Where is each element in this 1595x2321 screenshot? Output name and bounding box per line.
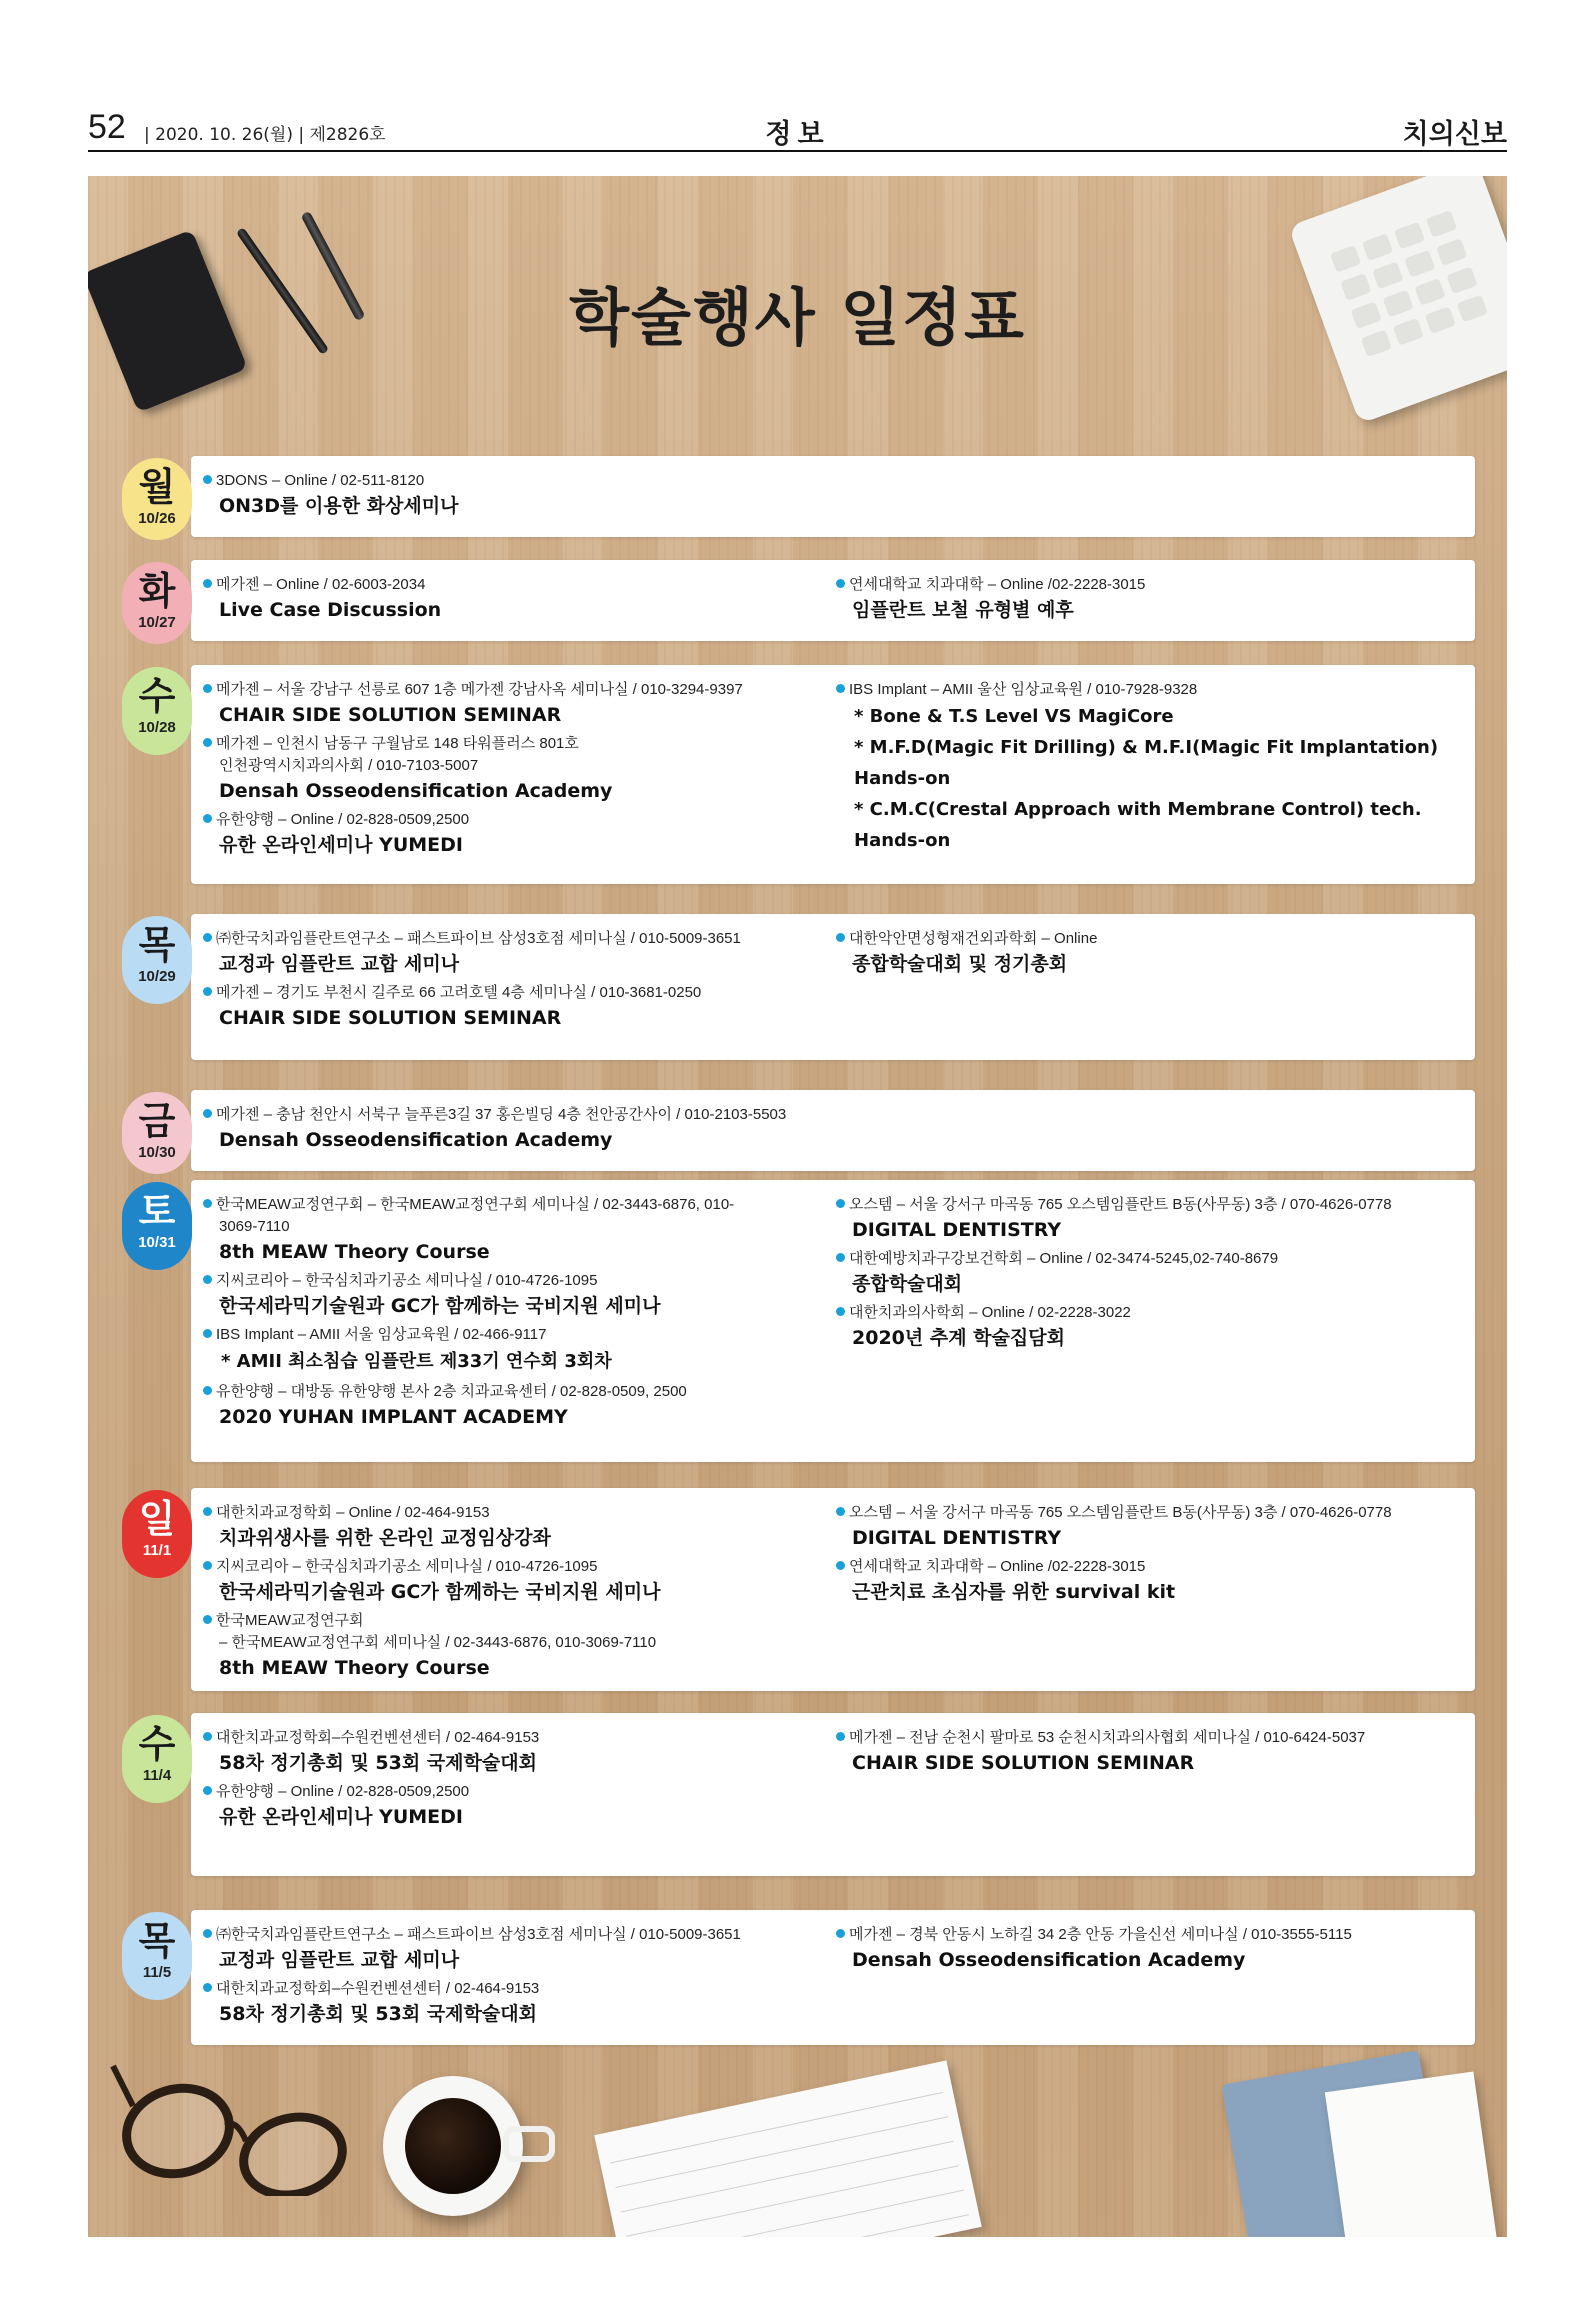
bullet-dot-icon (836, 1561, 845, 1570)
bullet-dot-icon (836, 1732, 845, 1741)
event-info (836, 1302, 1486, 1324)
day-row (88, 1713, 1507, 1876)
event-title: 58차 정기총회 및 53회 국제학술대회 (219, 1752, 537, 1774)
event-info (203, 1727, 813, 1749)
day-card (191, 914, 1475, 1060)
bullet-dot-icon (203, 1929, 212, 1938)
event-item (203, 982, 813, 1032)
bullet-dot-icon (203, 738, 212, 747)
event-title: 2020 YUHAN IMPLANT ACADEMY (219, 1406, 568, 1428)
event-item (203, 1556, 813, 1606)
event-info (203, 733, 813, 755)
event-info (836, 1727, 1486, 1749)
event-organizer: 연세대학교 치과대학 – Online /02-2228-3015 (849, 576, 1146, 593)
event-info (836, 928, 1486, 950)
event-title: CHAIR SIDE SOLUTION SEMINAR (219, 1007, 562, 1029)
bullet-dot-icon (203, 1786, 212, 1795)
event-title: 8th MEAW Theory Course (219, 1657, 490, 1679)
event-title: Densah Osseodensification Academy (852, 1949, 1246, 1971)
bullet-dot-icon (203, 987, 212, 996)
event-item (203, 1104, 813, 1154)
day-name: 일 (138, 1497, 176, 1541)
bullet-dot-icon (203, 1275, 212, 1284)
event-title: Live Case Discussion (219, 599, 442, 621)
event-organizer: 메가젠 – 충남 천안시 서북구 늘푸른3길 37 홍은빌딩 4층 천안공간사이 / 010-2103-5503 (216, 1106, 787, 1123)
day-name: 목 (138, 923, 176, 967)
day-name: 화 (138, 569, 176, 613)
event-item (836, 1194, 1486, 1244)
day-card (191, 1488, 1475, 1691)
event-topic: * M.F.D(Magic Fit Drilling) & M.F.I(Magic Fit Implantation) Hands-on (854, 737, 1439, 789)
section-name: 정보 (765, 119, 830, 150)
event-info (203, 1324, 813, 1346)
bullet-dot-icon (203, 1109, 212, 1118)
day-card (191, 456, 1475, 537)
event-title: 유한 온라인세미나 YUMEDI (219, 834, 463, 856)
event-info (203, 470, 813, 492)
event-info (203, 1924, 813, 1946)
right-column (836, 1727, 1486, 1781)
event-title: CHAIR SIDE SOLUTION SEMINAR (219, 704, 562, 726)
event-organizer: 오스템 – 서울 강서구 마곡동 765 오스템임플란트 B동(사무동) 3층 / 070-4626-0778 (849, 1196, 1392, 1213)
event-organizer: 메가젠 – 서울 강남구 선릉로 607 1층 메가젠 강남사옥 세미나실 / 010-3294-9397 (216, 681, 743, 698)
event-info (203, 1610, 813, 1632)
day-date: 11/5 (142, 1964, 172, 1981)
day-row (88, 1180, 1507, 1462)
event-item (836, 1727, 1486, 1777)
header-rule (88, 150, 1507, 152)
event-title: 한국세라믹기술원과 GC가 함께하는 국비지원 세미나 (219, 1581, 661, 1603)
event-organizer-cont: 인천광역시치과의사회 / 010-7103-5007 (219, 757, 479, 774)
event-item (203, 1727, 813, 1777)
event-title: DIGITAL DENTISTRY (852, 1219, 1062, 1241)
event-organizer: 메가젠 – 경기도 부천시 길주로 66 고려호텔 4층 세미나실 / 010-3681-0250 (216, 984, 702, 1001)
day-card (191, 665, 1475, 884)
event-organizer: 대한악안면성형재건외과학회 – Online (849, 930, 1098, 947)
bullet-dot-icon (203, 1732, 212, 1741)
page-title: 학술행사 일정표 (569, 281, 1026, 354)
day-badge (122, 667, 192, 755)
event-item (203, 733, 813, 805)
day-name: 월 (138, 465, 176, 509)
event-title: 58차 정기총회 및 53회 국제학술대회 (219, 2003, 537, 2025)
bullet-dot-icon (203, 579, 212, 588)
left-column (203, 679, 813, 863)
event-info (203, 574, 813, 596)
event-organizer: 연세대학교 치과대학 – Online /02-2228-3015 (849, 1558, 1146, 1575)
event-item (203, 470, 813, 520)
event-info (203, 1270, 813, 1292)
event-title: 교정과 임플란트 교합 세미나 (219, 1949, 460, 1971)
bullet-dot-icon (203, 1507, 212, 1516)
event-info (203, 1502, 813, 1524)
event-organizer: 메가젠 – 전남 순천시 팔마로 53 순천시치과의사협회 세미나실 / 010-6424-5037 (849, 1729, 1366, 1746)
event-item (203, 1270, 813, 1320)
day-row (88, 560, 1507, 641)
left-column (203, 1194, 813, 1435)
event-info (203, 1194, 813, 1216)
event-info (836, 679, 1486, 701)
event-info (836, 1194, 1486, 1216)
event-info (203, 1556, 813, 1578)
event-item (203, 1924, 813, 1974)
day-badge (122, 1912, 192, 2000)
day-row (88, 1910, 1507, 2045)
right-column (836, 679, 1486, 860)
planner-decoration (594, 2060, 981, 2237)
day-card (191, 1713, 1475, 1876)
event-organizer: 한국MEAW교정연구회 (216, 1612, 364, 1629)
event-title: 근관치료 초심자를 위한 survival kit (852, 1581, 1176, 1603)
event-info (836, 574, 1486, 596)
event-title: DIGITAL DENTISTRY (852, 1527, 1062, 1549)
event-organizer: 대한치과교정학회–수원컨벤션센터 / 02-464-9153 (216, 1980, 540, 1997)
bullet-dot-icon (203, 933, 212, 942)
day-name: 목 (138, 1919, 176, 1963)
day-card (191, 1180, 1475, 1462)
day-name: 금 (138, 1099, 176, 1143)
bullet-dot-icon (203, 1983, 212, 1992)
publication-name: 치의신보 (1402, 119, 1507, 150)
event-organizer: 유한양행 – Online / 02-828-0509,2500 (216, 1783, 470, 1800)
bullet-dot-icon (836, 1929, 845, 1938)
page-number: 52 (88, 108, 126, 146)
event-organizer: IBS Implant – AMII 울산 임상교육원 / 010-7928-9328 (849, 681, 1198, 698)
event-title: 종합학술대회 및 정기총회 (852, 953, 1068, 975)
event-item (203, 1381, 813, 1431)
event-organizer: ㈜한국치과임플란트연구소 – 패스트파이브 삼성3호점 세미나실 / 010-5009-3651 (216, 1926, 741, 1943)
event-item (836, 1502, 1486, 1552)
event-organizer: 메가젠 – 인천시 남동구 구월남로 148 타워플러스 801호 (216, 735, 579, 752)
day-date: 10/27 (138, 614, 176, 631)
event-organizer: 한국MEAW교정연구회 – 한국MEAW교정연구회 세미나실 / 02-3443-6876, 010- (216, 1196, 735, 1213)
day-row (88, 1090, 1507, 1171)
notepad-decoration (1325, 2072, 1501, 2237)
event-organizer: IBS Implant – AMII 서울 임상교육원 / 02-466-9117 (216, 1326, 547, 1343)
event-organizer: 대한치과교정학회–수원컨벤션센터 / 02-464-9153 (216, 1729, 540, 1746)
right-column (836, 928, 1486, 982)
coffee-cup-decoration (383, 2076, 523, 2216)
bullet-dot-icon (203, 814, 212, 823)
event-organizer: 오스템 – 서울 강서구 마곡동 765 오스템임플란트 B동(사무동) 3층 / 070-4626-0778 (849, 1504, 1392, 1521)
event-item (203, 1781, 813, 1831)
right-column (836, 1194, 1486, 1356)
event-organizer: 유한양행 – Online / 02-828-0509,2500 (216, 811, 470, 828)
event-title: Densah Osseodensification Academy (219, 1129, 613, 1151)
event-title: Densah Osseodensification Academy (219, 780, 613, 802)
day-date: 10/26 (138, 510, 176, 527)
day-card (191, 560, 1475, 641)
event-item (203, 1978, 813, 2028)
event-title: 교정과 임플란트 교합 세미나 (219, 953, 460, 975)
event-item (203, 809, 813, 859)
bullet-dot-icon (203, 1561, 212, 1570)
bullet-dot-icon (203, 1329, 212, 1338)
event-organizer-cont: – 한국MEAW교정연구회 세미나실 / 02-3443-6876, 010-3069-7110 (219, 1634, 657, 1651)
day-badge (122, 458, 192, 540)
event-info (836, 1556, 1486, 1578)
day-row (88, 914, 1507, 1060)
event-organizer: 유한양행 – 대방동 유한양행 본사 2층 치과교육센터 / 02-828-0509, 2500 (216, 1383, 687, 1400)
day-row (88, 456, 1507, 537)
event-item (203, 1194, 813, 1266)
day-badge (122, 1182, 192, 1270)
event-info (203, 1104, 813, 1126)
event-item (836, 1556, 1486, 1606)
event-organizer: 지씨코리아 – 한국심치과기공소 세미나실 / 010-4726-1095 (216, 1272, 598, 1289)
event-item (203, 574, 813, 624)
bullet-dot-icon (836, 1199, 845, 1208)
day-badge (122, 916, 192, 1004)
day-date: 10/31 (138, 1234, 176, 1251)
left-column (203, 1924, 813, 2032)
event-item (203, 1610, 813, 1682)
event-info (203, 1978, 813, 2000)
event-organizer: 3DONS – Online / 02-511-8120 (216, 472, 425, 489)
issue-date: | 2020. 10. 26(월) | 제2826호 (144, 125, 386, 145)
event-item (836, 574, 1486, 624)
event-info (203, 982, 813, 1004)
event-title: 치과위생사를 위한 온라인 교정임상강좌 (219, 1527, 551, 1549)
glasses-decoration (108, 2046, 368, 2196)
bullet-dot-icon (836, 684, 845, 693)
event-organizer: 대한치과의사학회 – Online / 02-2228-3022 (849, 1304, 1131, 1321)
left-column (203, 574, 813, 628)
event-item (203, 1324, 813, 1377)
day-card (191, 1090, 1475, 1171)
day-card (191, 1910, 1475, 2045)
event-organizer: ㈜한국치과임플란트연구소 – 패스트파이브 삼성3호점 세미나실 / 010-5009-3651 (216, 930, 741, 947)
left-column (203, 470, 813, 524)
event-item (836, 928, 1486, 978)
event-item (203, 679, 813, 729)
event-item (836, 1302, 1486, 1352)
event-item (836, 1924, 1486, 1974)
event-title: 8th MEAW Theory Course (219, 1241, 490, 1263)
event-organizer: 대한치과교정학회 – Online / 02-464-9153 (216, 1504, 490, 1521)
event-info (203, 1381, 813, 1403)
schedule-board (88, 176, 1507, 2237)
bullet-dot-icon (836, 933, 845, 942)
bullet-dot-icon (203, 1386, 212, 1395)
event-organizer: 메가젠 – Online / 02-6003-2034 (216, 576, 426, 593)
event-title: ON3D를 이용한 화상세미나 (219, 495, 459, 517)
left-column (203, 1104, 813, 1158)
day-date: 10/30 (138, 1144, 176, 1161)
event-info (203, 928, 813, 950)
event-title: CHAIR SIDE SOLUTION SEMINAR (852, 1752, 1195, 1774)
event-topic: * Bone & T.S Level VS MagiCore (854, 706, 1174, 727)
event-item (203, 1502, 813, 1552)
page-header (88, 108, 1507, 148)
right-column (836, 1924, 1486, 1978)
event-title: 유한 온라인세미나 YUMEDI (219, 1806, 463, 1828)
event-title: 한국세라믹기술원과 GC가 함께하는 국비지원 세미나 (219, 1295, 661, 1317)
day-date: 10/28 (138, 719, 176, 736)
right-column (836, 574, 1486, 628)
event-organizer: 메가젠 – 경북 안동시 노하길 34 2층 안동 가을신선 세미나실 / 010-3555-5115 (849, 1926, 1352, 1943)
day-date: 10/29 (138, 968, 176, 985)
left-column (203, 1727, 813, 1835)
event-info (203, 809, 813, 831)
bullet-dot-icon (203, 1615, 212, 1624)
event-info (203, 1781, 813, 1803)
event-info (836, 1924, 1486, 1946)
bullet-dot-icon (836, 1507, 845, 1516)
left-column (203, 928, 813, 1036)
day-name: 수 (138, 674, 176, 718)
right-column (836, 1502, 1486, 1610)
day-row (88, 665, 1507, 884)
bullet-dot-icon (836, 579, 845, 588)
day-date: 11/4 (142, 1767, 172, 1784)
event-organizer-cont: 3069-7110 (219, 1218, 290, 1235)
day-name: 수 (138, 1722, 176, 1766)
event-info (836, 1248, 1486, 1270)
event-item (203, 928, 813, 978)
event-organizer: 대한예방치과구강보건학회 – Online / 02-3474-5245,02-740-8679 (849, 1250, 1279, 1267)
left-column (203, 1502, 813, 1686)
bullet-dot-icon (836, 1253, 845, 1262)
event-organizer: 지씨코리아 – 한국심치과기공소 세미나실 / 010-4726-1095 (216, 1558, 598, 1575)
day-badge (122, 562, 192, 644)
day-name: 토 (138, 1189, 176, 1233)
bullet-dot-icon (203, 1199, 212, 1208)
event-topic: * AMII 최소침습 임플란트 제33기 연수회 3회차 (221, 1351, 612, 1372)
event-item (836, 679, 1486, 856)
day-row (88, 1488, 1507, 1691)
event-info (836, 1502, 1486, 1524)
event-topic: * C.M.C(Crestal Approach with Membrane Control) tech. Hands-on (854, 799, 1422, 851)
day-date: 11/1 (142, 1542, 172, 1559)
event-title: 임플란트 보철 유형별 예후 (852, 599, 1074, 621)
day-badge (122, 1490, 192, 1578)
bullet-dot-icon (203, 684, 212, 693)
event-title: 종합학술대회 (852, 1273, 963, 1295)
day-badge (122, 1715, 192, 1803)
event-info (203, 679, 813, 701)
bullet-dot-icon (203, 475, 212, 484)
event-title: 2020년 추계 학술집담회 (852, 1327, 1065, 1349)
event-item (836, 1248, 1486, 1298)
bullet-dot-icon (836, 1307, 845, 1316)
day-badge (122, 1092, 192, 1174)
